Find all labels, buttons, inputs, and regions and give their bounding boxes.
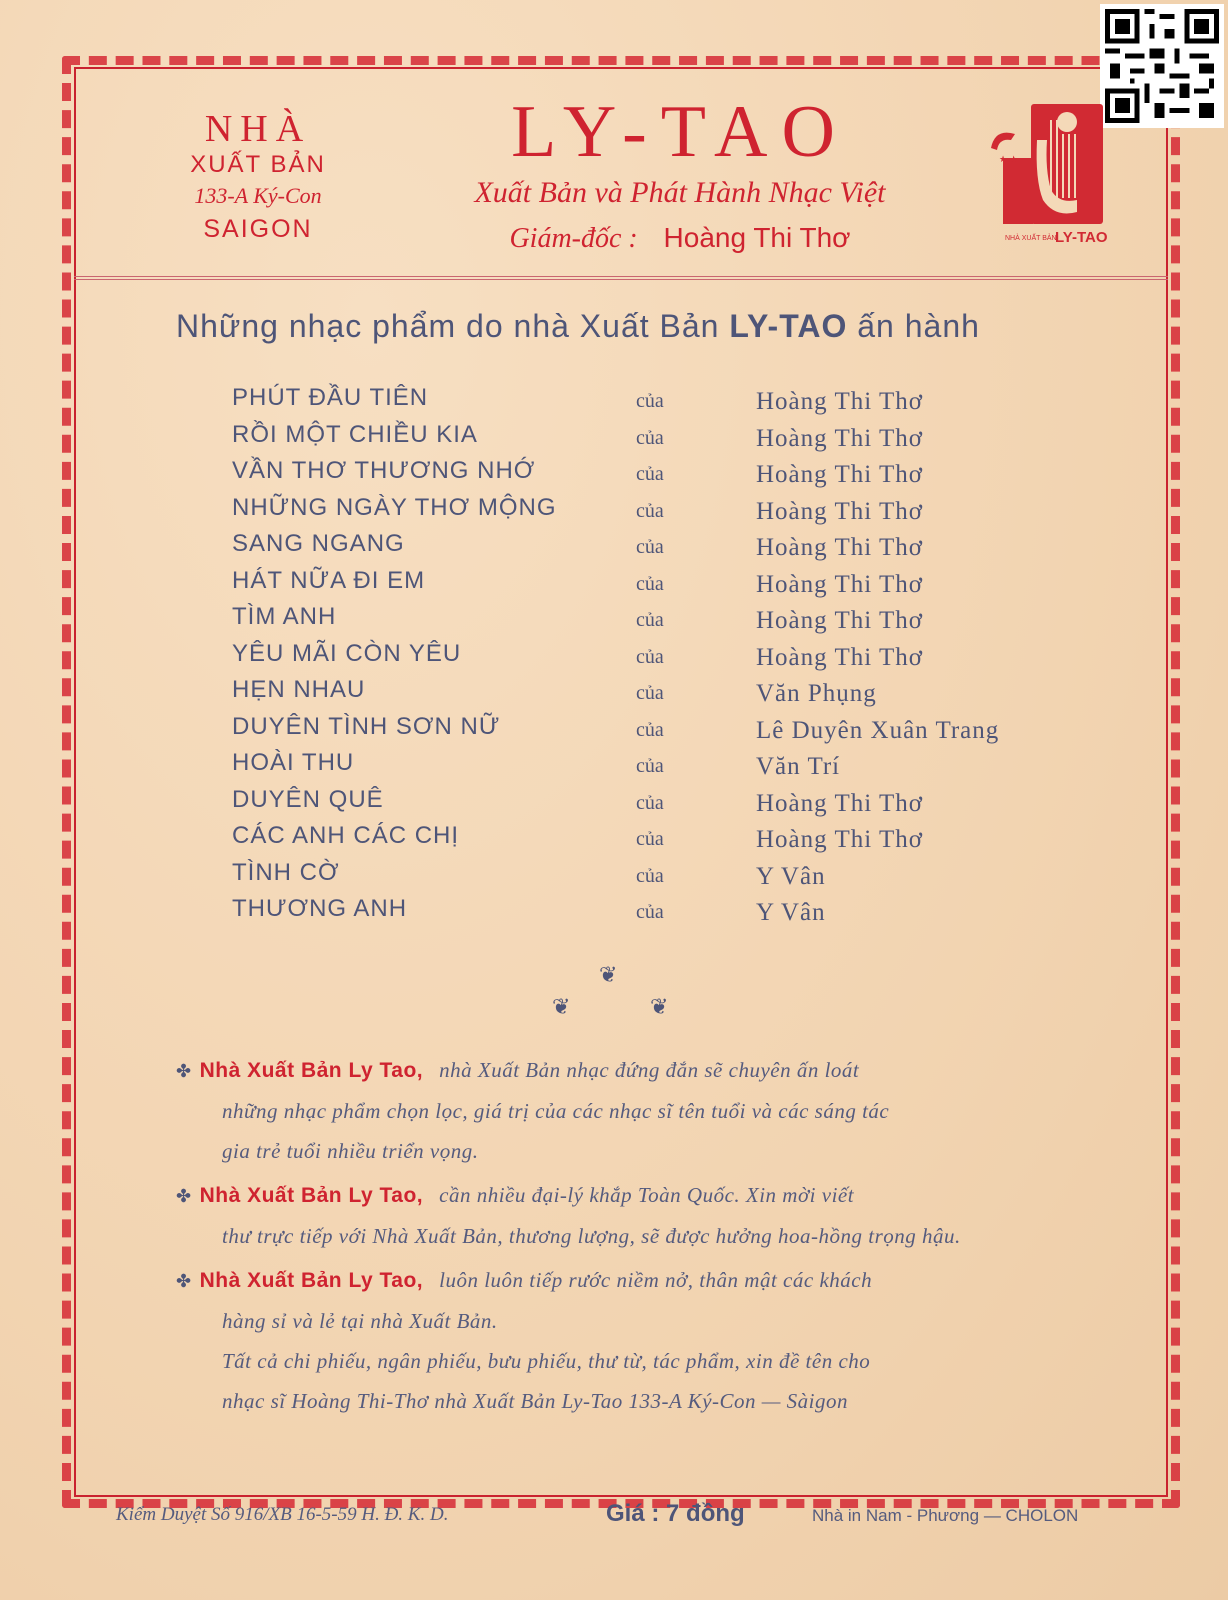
song-by-label: của bbox=[636, 463, 664, 485]
song-author: Hoàng Thi Thơ bbox=[756, 424, 923, 452]
ornament-icon: ❦ bbox=[650, 994, 669, 1019]
song-author: Hoàng Thi Thơ bbox=[756, 388, 923, 415]
harp-hand-icon bbox=[985, 100, 1125, 250]
note-2-cont: thư trực tiếp với Nhà Xuất Bản, thương lượng, sẽ được hưởng hoa-hồng trọng hậu. bbox=[222, 1224, 961, 1248]
song-by-label: của bbox=[636, 755, 664, 777]
song-by-label: của bbox=[636, 682, 664, 704]
note-1 bbox=[176, 1050, 1016, 1091]
note-publisher-name: Nhà Xuất Bản Ly Tao, bbox=[199, 1059, 424, 1082]
note-4-cont: nhạc sĩ Hoàng Thi-Thơ nhà Xuất Bản Ly-Tao 133-A Ký-Con — Sàigon bbox=[222, 1389, 849, 1413]
song-title: VẦN THƠ THƯƠNG NHỚ bbox=[232, 457, 536, 484]
song-by-label: của bbox=[636, 828, 664, 850]
song-row bbox=[232, 857, 1052, 894]
svg-text:★ ★: ★ ★ bbox=[999, 154, 1018, 164]
song-title: CÁC ANH CÁC CHỊ bbox=[232, 822, 460, 849]
song-title: PHÚT ĐẦU TIÊN bbox=[232, 384, 429, 411]
song-author: Hoàng Thi Thơ bbox=[756, 497, 923, 525]
song-author: Văn Trí bbox=[756, 753, 841, 780]
song-title: TÌNH CỜ bbox=[232, 858, 340, 886]
song-author: Lê Duyên Xuân Trang bbox=[756, 716, 1000, 744]
header-divider bbox=[74, 276, 1168, 280]
note-publisher-name: Nhà Xuất Bản Ly Tao, bbox=[199, 1269, 424, 1292]
publisher-address-block bbox=[168, 108, 348, 246]
song-author: Hoàng Thi Thơ bbox=[756, 789, 923, 817]
printer: Nhà in Nam - Phương — CHOLON bbox=[812, 1506, 1079, 1525]
song-row bbox=[232, 565, 1052, 602]
song-row bbox=[232, 382, 1052, 419]
song-row bbox=[232, 492, 1052, 529]
song-title: NHỮNG NGÀY THƠ MỘNG bbox=[232, 493, 557, 521]
publisher-logo bbox=[985, 100, 1125, 250]
song-author: Hoàng Thi Thơ bbox=[756, 607, 923, 634]
catalog-heading-suffix: ấn hành bbox=[857, 308, 980, 344]
song-by-label: của bbox=[636, 390, 664, 412]
note-2 bbox=[176, 1175, 1016, 1216]
song-title: TÌM ANH bbox=[232, 603, 337, 630]
song-author: Văn Phụng bbox=[756, 680, 877, 707]
svg-text:LY-TAO: LY-TAO bbox=[1055, 229, 1108, 246]
song-author: Hoàng Thi Thơ bbox=[756, 461, 923, 488]
director-label: Giám-đốc : bbox=[509, 223, 638, 254]
note-4: Tất cả chi phiếu, ngân phiếu, bưu phiếu, thư từ, tác phẩm, xin đề tên cho bbox=[222, 1349, 871, 1373]
song-by-label: của bbox=[636, 901, 664, 923]
song-author: Hoàng Thi Thơ bbox=[756, 534, 923, 561]
song-row bbox=[232, 528, 1052, 565]
ornament-icon: ❦ bbox=[552, 994, 571, 1019]
song-by-label: của bbox=[636, 426, 664, 449]
note-text: luôn luôn tiếp rước niềm nở, thân mật các khách bbox=[439, 1268, 873, 1292]
song-title: DUYÊN TÌNH SƠN NỮ bbox=[232, 712, 501, 740]
ornament-icon: ❦ bbox=[599, 962, 618, 987]
song-author: Hoàng Thi Thơ bbox=[756, 570, 923, 598]
director-line bbox=[400, 216, 960, 261]
note-3 bbox=[176, 1260, 1016, 1301]
song-row bbox=[232, 747, 1052, 784]
masthead-subtitle: Xuất Bản và Phát Hành Nhạc Việt bbox=[474, 176, 886, 209]
song-by-label: của bbox=[636, 718, 664, 741]
song-row bbox=[232, 784, 1052, 821]
masthead bbox=[400, 92, 960, 261]
song-title: DUYÊN QUÊ bbox=[232, 785, 384, 813]
song-title: THƯƠNG ANH bbox=[232, 895, 408, 922]
song-row bbox=[232, 455, 1052, 492]
ornament-bullet-icon: ✤ bbox=[176, 1186, 192, 1206]
note-1-cont: gia trẻ tuổi nhiều triển vọng. bbox=[222, 1139, 479, 1163]
song-catalog bbox=[232, 382, 1052, 930]
publisher-sub-label: XUẤT BẢN bbox=[190, 151, 326, 178]
publisher-city: SAIGON bbox=[203, 215, 313, 243]
song-by-label: của bbox=[636, 609, 664, 631]
song-by-label: của bbox=[636, 499, 664, 522]
masthead-title: LY-TAO bbox=[511, 91, 849, 173]
note-text: cần nhiều đại-lý khắp Toàn Quốc. Xin mời viết bbox=[439, 1183, 855, 1207]
song-by-label: của bbox=[636, 536, 664, 558]
song-author: Y Vân bbox=[756, 862, 826, 890]
song-author: Hoàng Thi Thơ bbox=[756, 643, 923, 671]
catalog-heading-prefix: Những nhạc phẩm do nhà Xuất Bản bbox=[176, 308, 720, 344]
song-row bbox=[232, 419, 1052, 456]
ornament-bullet-icon: ✤ bbox=[176, 1271, 192, 1291]
song-by-label: của bbox=[636, 645, 664, 668]
song-by-label: của bbox=[636, 791, 664, 814]
censorship-number: Kiểm Duyệt Số 916/XB 16-5-59 H. Đ. K. D. bbox=[116, 1504, 449, 1525]
song-author: Y Vân bbox=[756, 899, 826, 926]
catalog-heading bbox=[176, 308, 1076, 345]
song-title: YÊU MÃI CÒN YÊU bbox=[232, 639, 462, 667]
note-publisher-name: Nhà Xuất Bản Ly Tao, bbox=[199, 1184, 424, 1207]
song-row bbox=[232, 711, 1052, 748]
song-title: HẸN NHAU bbox=[232, 676, 366, 703]
note-1-cont: những nhạc phẩm chọn lọc, giá trị của các nhạc sĩ tên tuổi và các sáng tác bbox=[222, 1099, 890, 1123]
catalog-heading-brand: LY-TAO bbox=[729, 308, 848, 344]
song-row bbox=[232, 601, 1052, 638]
song-row bbox=[232, 674, 1052, 711]
song-title: HOÀI THU bbox=[232, 749, 355, 776]
song-by-label: của bbox=[636, 864, 664, 887]
song-title: SANG NGANG bbox=[232, 530, 405, 557]
note-3-cont: hàng sỉ và lẻ tại nhà Xuất Bản. bbox=[222, 1309, 498, 1333]
publisher-notes bbox=[176, 1050, 1016, 1421]
note-text: nhà Xuất Bản nhạc đứng đắn sẽ chuyên ấn loát bbox=[439, 1058, 860, 1082]
song-row bbox=[232, 638, 1052, 675]
song-title: HÁT NỮA ĐI EM bbox=[232, 566, 426, 594]
song-row bbox=[232, 820, 1052, 857]
publisher-label: NHÀ bbox=[204, 108, 312, 150]
song-by-label: của bbox=[636, 572, 664, 595]
song-author: Hoàng Thi Thơ bbox=[756, 826, 923, 853]
price: Giá : 7 đồng bbox=[606, 1500, 745, 1527]
publisher-address: 133-A Ký-Con bbox=[194, 183, 322, 208]
director-name: Hoàng Thi Thơ bbox=[663, 222, 851, 253]
footer bbox=[116, 1500, 1116, 1536]
ornament-bullet-icon: ✤ bbox=[176, 1061, 192, 1081]
song-row bbox=[232, 893, 1052, 930]
song-title: RỒI MỘT CHIỀU KIA bbox=[232, 420, 478, 448]
svg-text:NHÀ XUẤT BẢN: NHÀ XUẤT BẢN bbox=[1005, 235, 1057, 242]
